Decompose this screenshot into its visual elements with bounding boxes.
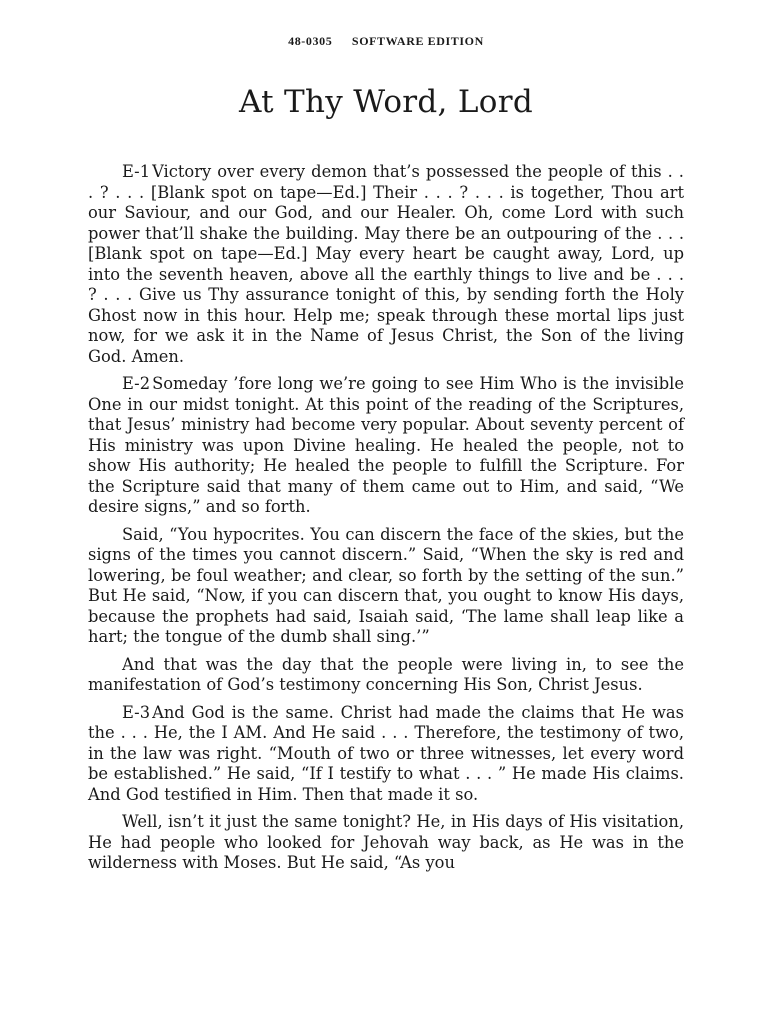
paragraph-text: Someday ’fore long we’re going to see Him Who is the invisible One in our midst tonight. At this point of the reading of the Scriptures, that Jesus’ ministry had become very popular. About seventy percent of His ministry was upon Divine healing. He healed the people, not to show His authority; He healed the people to fulfill the Scripture. For the Scripture said that many of them came out to Him, and said, “We desire signs,” and so forth. bbox=[88, 374, 684, 516]
paragraph-text: And God is the same. Christ had made the claims that He was the . . . He, the I AM. And He said . . . Therefore, the testimony of two, in the law was right. “Mouth of two or three witnesses, let every word be established.” He said, “If I testify to what . . . ” He made His claims. And God testified in Him. Then that made it so. bbox=[88, 702, 684, 804]
paragraph-number: E-1 bbox=[122, 162, 151, 181]
paragraph-text: Well, isn’t it just the same tonight? He, in His days of His visitation, He had people who looked for Jehovah way back, as He was in the wilderness with Moses. But He said, “As you bbox=[88, 812, 684, 872]
page-header bbox=[88, 34, 684, 49]
sermon-code: 48-0305 bbox=[288, 34, 333, 48]
paragraph-number: E-2 bbox=[122, 374, 151, 393]
paragraph-e3 bbox=[88, 703, 684, 806]
paragraph-e2 bbox=[88, 374, 684, 518]
paragraph bbox=[88, 812, 684, 874]
page-title: At Thy Word, Lord bbox=[239, 84, 533, 120]
paragraph bbox=[88, 525, 684, 648]
edition-label: SOFTWARE EDITION bbox=[351, 34, 484, 48]
document-body bbox=[88, 162, 684, 881]
paragraph bbox=[88, 655, 684, 696]
paragraph-text: And that was the day that the people were living in, to see the manifestation of God’s testimony concerning His Son, Christ Jesus. bbox=[88, 654, 684, 694]
paragraph-text: Victory over every demon that’s possessed the people of this . . . ? . . . [Blank spot on tape—Ed.] Their . . . ? . . . is together, Thou art our Saviour, and our God, and our Healer. Oh, come Lord with such power that’ll shake the building. May there be an outpouring of the . . . [Blank spot on tape—Ed.] May every heart be caught away, Lord, up into the seventh heaven, above all the earthly things to live and be . . . ? . . . Give us Thy assurance tonight of this, by sending forth the Holy Ghost now in this hour. Help me; speak through these mortal lips just now, for we ask it in the Name of Jesus Christ, the Son of the living God. Amen. bbox=[88, 162, 684, 366]
paragraph-text: Said, “You hypocrites. You can discern the face of the skies, but the signs of the times you cannot discern.” Said, “When the sky is red and lowering, be foul weather; and clear, so forth by the setting of the sun.” But He said, “Now, if you can discern that, you ought to know His days, because the prophets had said, Isaiah said, ‘The lame shall leap like a hart; the tongue of the dumb shall sing.’” bbox=[88, 524, 684, 646]
paragraph-number: E-3 bbox=[122, 702, 151, 722]
paragraph-e1 bbox=[88, 162, 684, 367]
